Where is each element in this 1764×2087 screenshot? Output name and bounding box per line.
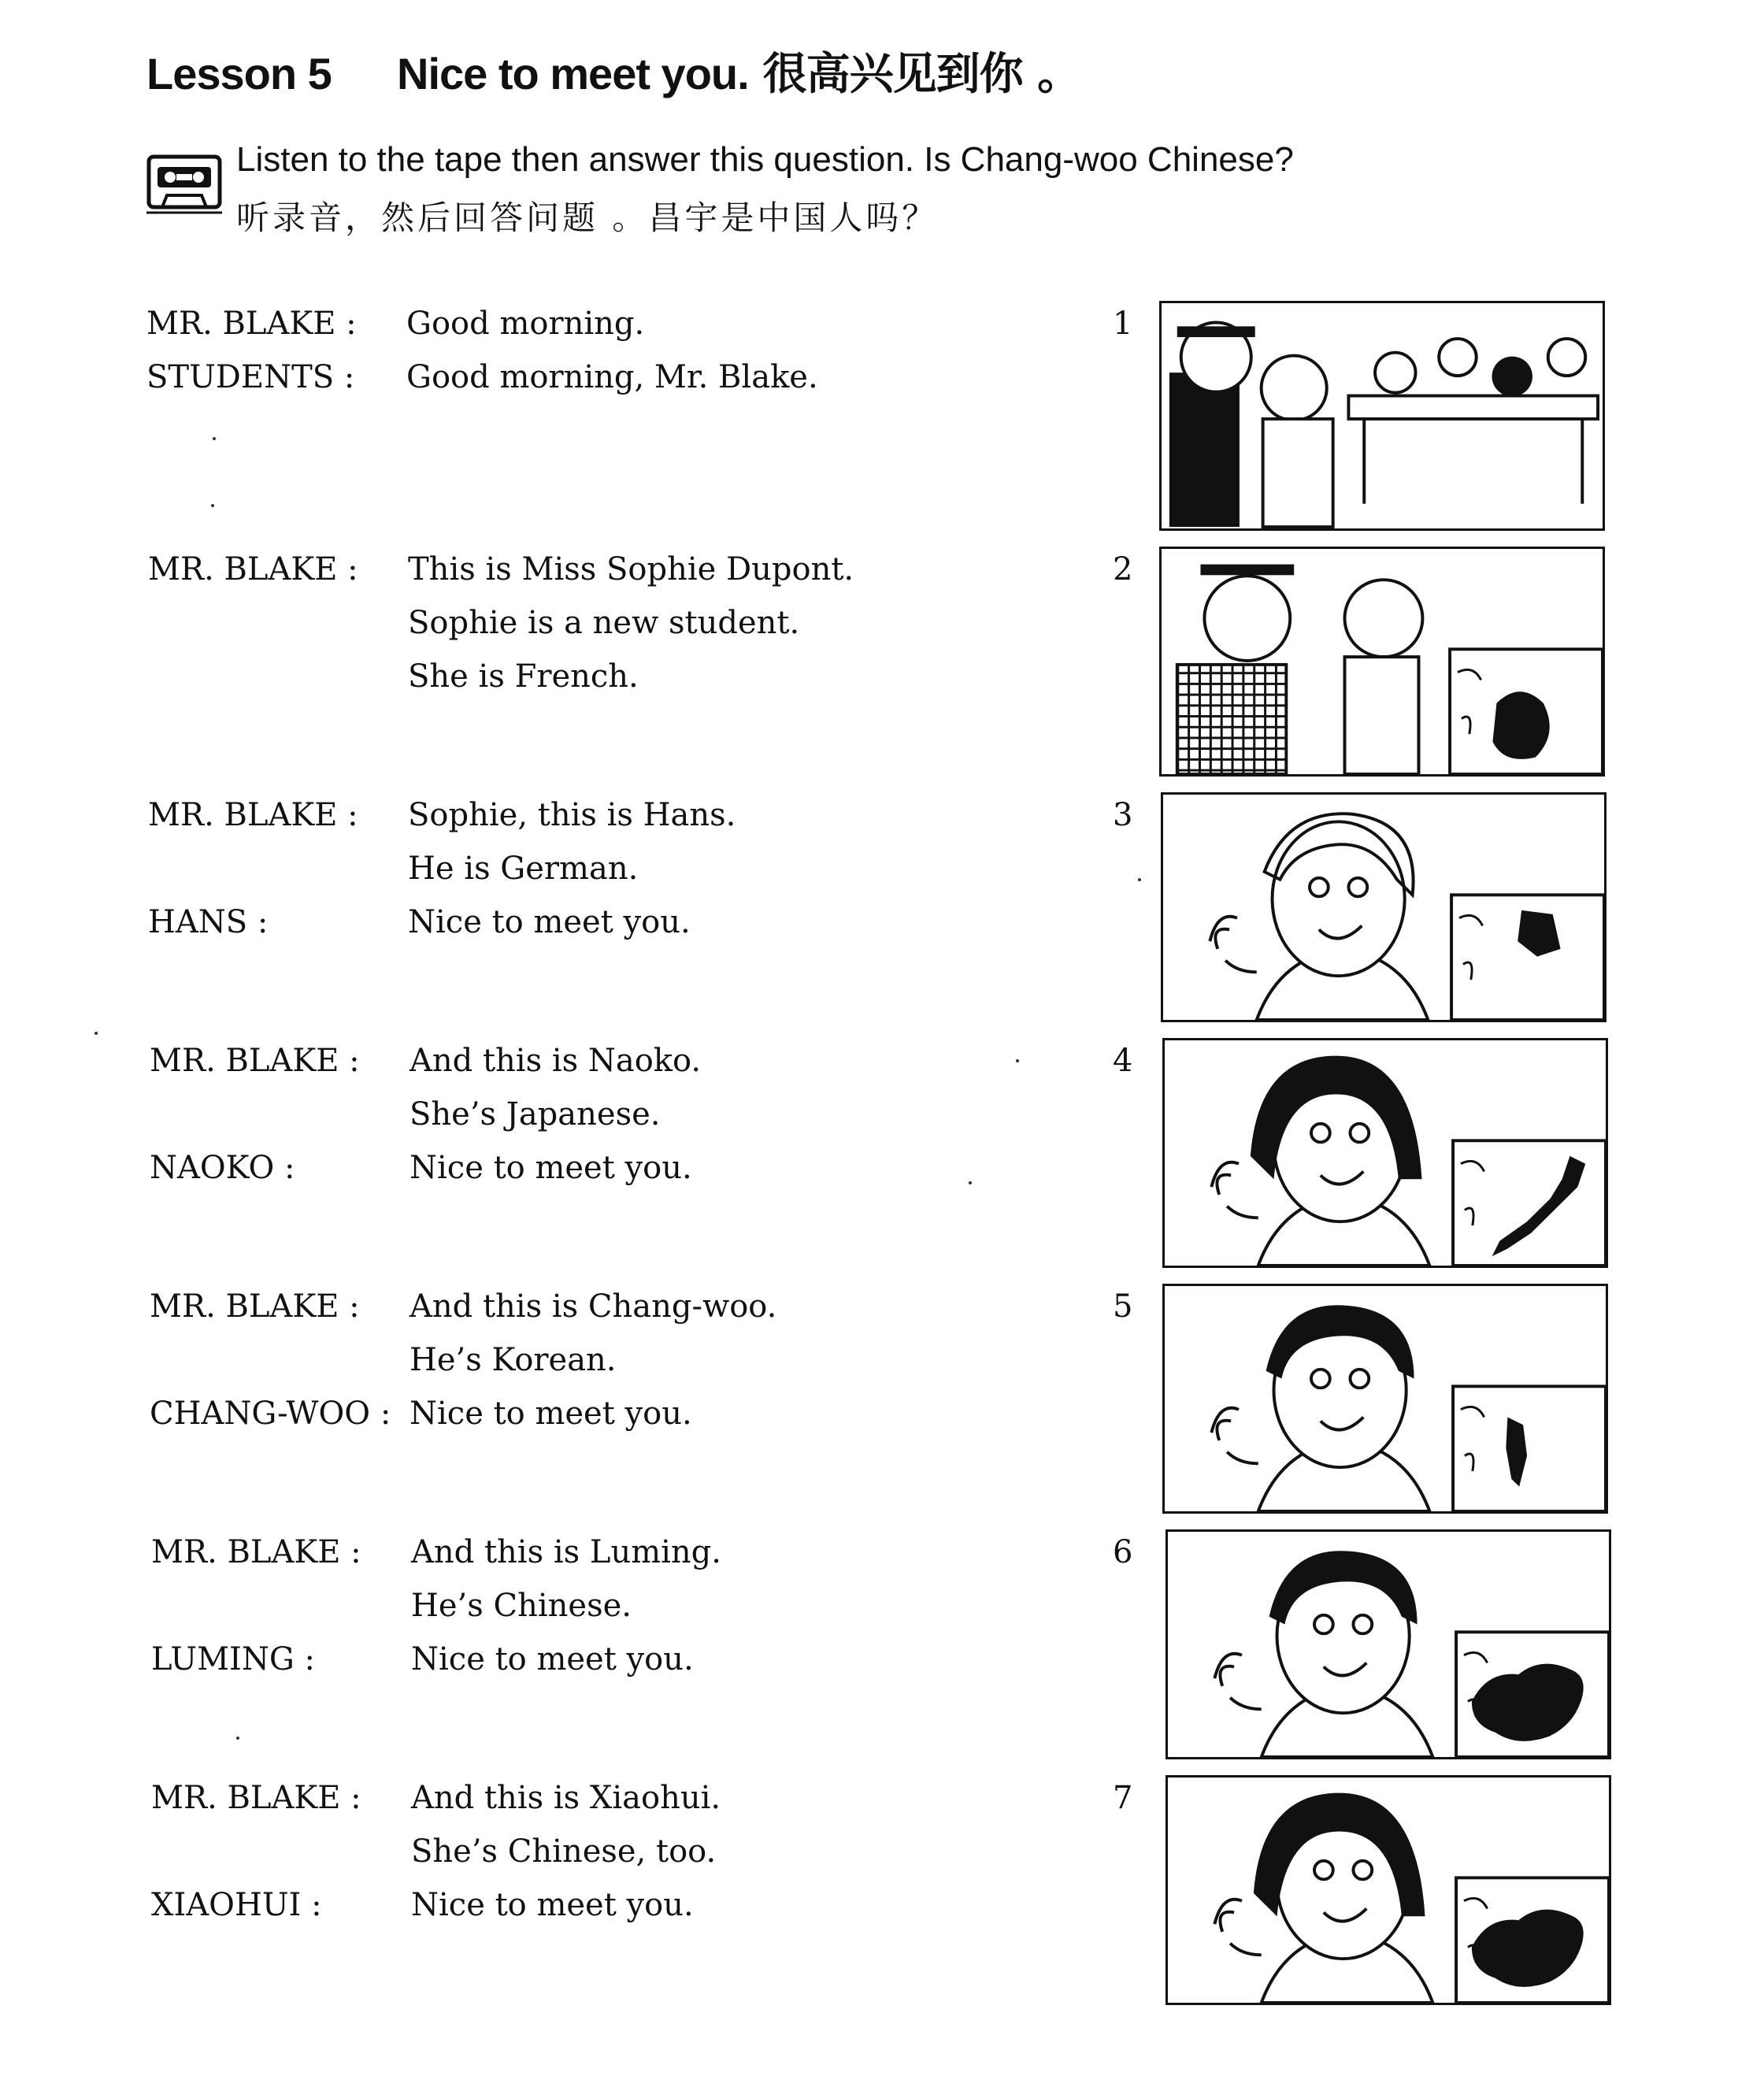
speaker-label: MR. BLAKE : (151, 1780, 361, 1816)
lesson-number: Lesson 5 (146, 49, 332, 98)
scan-speck (1138, 878, 1141, 881)
speaker-label: MR. BLAKE : (148, 797, 358, 833)
illustration-luming-waving-china-map (1166, 1529, 1611, 1759)
dialogue-line: And this is Chang-woo. (410, 1288, 777, 1325)
scan-speck (969, 1181, 972, 1184)
panel-number: 2 (1113, 551, 1133, 588)
illustration-teacher-and-students-classroom (1159, 301, 1605, 531)
illustration-xiaohui-waving-china-map (1166, 1775, 1611, 2005)
cassette-tape-icon (146, 154, 222, 216)
dialogue-line: And this is Luming. (411, 1534, 722, 1570)
panel-number: 6 (1113, 1534, 1133, 1570)
speaker-label: CHANG-WOO : (150, 1396, 391, 1432)
scan-speck (1016, 1059, 1019, 1062)
dialogue-line: He’s Korean. (410, 1342, 617, 1378)
speaker-label: LUMING : (151, 1641, 315, 1677)
dialogue-line: Sophie is a new student. (408, 605, 800, 641)
scan-speck (213, 437, 216, 440)
illustration-chang-woo-waving-korea-map (1162, 1284, 1608, 1514)
dialogue-line: Good morning, Mr. Blake. (406, 359, 818, 395)
dialogue-line: He is German. (408, 851, 639, 887)
illustration-hans-waving-germany-map (1161, 792, 1606, 1022)
illustration-teacher-introducing-sophie-france-map (1159, 547, 1605, 777)
dialogue-line: Nice to meet you. (411, 1887, 694, 1923)
illustration-naoko-waving-japan-map (1162, 1038, 1608, 1268)
dialogue-line: She is French. (408, 658, 639, 695)
panel-number: 4 (1113, 1043, 1133, 1079)
dialogue-line: She’s Japanese. (410, 1096, 661, 1132)
instruction-zh: 听录音，然后回答问题 。昌宇是中国人吗？ (236, 198, 939, 237)
dialogue-line: She’s Chinese, too. (411, 1833, 717, 1870)
speaker-label: NAOKO : (150, 1150, 295, 1186)
speaker-label: MR. BLAKE : (146, 306, 357, 342)
scan-speck (236, 1737, 239, 1740)
speaker-label: MR. BLAKE : (151, 1534, 361, 1570)
panel-number: 5 (1113, 1288, 1133, 1325)
scan-speck (211, 504, 214, 507)
panel-number: 1 (1113, 306, 1133, 342)
speaker-label: HANS : (148, 904, 269, 940)
lesson-title (146, 39, 1080, 102)
speaker-label: STUDENTS : (146, 359, 355, 395)
instruction-en: Listen to the tape then answer this question. Is Chang-woo Chinese? (236, 140, 1294, 179)
dialogue-line: He’s Chinese. (411, 1588, 632, 1624)
dialogue-line: Nice to meet you. (410, 1150, 692, 1186)
dialogue-line: Nice to meet you. (411, 1641, 694, 1677)
lesson-title-en: Nice to meet you. (397, 49, 749, 98)
scan-speck (94, 1032, 98, 1035)
dialogue-line: And this is Naoko. (410, 1043, 702, 1079)
lesson-title-zh: 很高兴见到你 。 (762, 49, 1081, 100)
dialogue-line: And this is Xiaohui. (411, 1780, 721, 1816)
speaker-label: MR. BLAKE : (150, 1043, 360, 1079)
dialogue-line: Nice to meet you. (410, 1396, 692, 1432)
dialogue-line: Nice to meet you. (408, 904, 691, 940)
speaker-label: MR. BLAKE : (148, 551, 358, 588)
speaker-label: XIAOHUI : (151, 1887, 322, 1923)
panel-number: 3 (1113, 797, 1133, 833)
panel-number: 7 (1113, 1780, 1133, 1816)
dialogue-line: Good morning. (406, 306, 645, 342)
speaker-label: MR. BLAKE : (150, 1288, 360, 1325)
dialogue-line: Sophie, this is Hans. (408, 797, 736, 833)
dialogue-line: This is Miss Sophie Dupont. (408, 551, 854, 588)
